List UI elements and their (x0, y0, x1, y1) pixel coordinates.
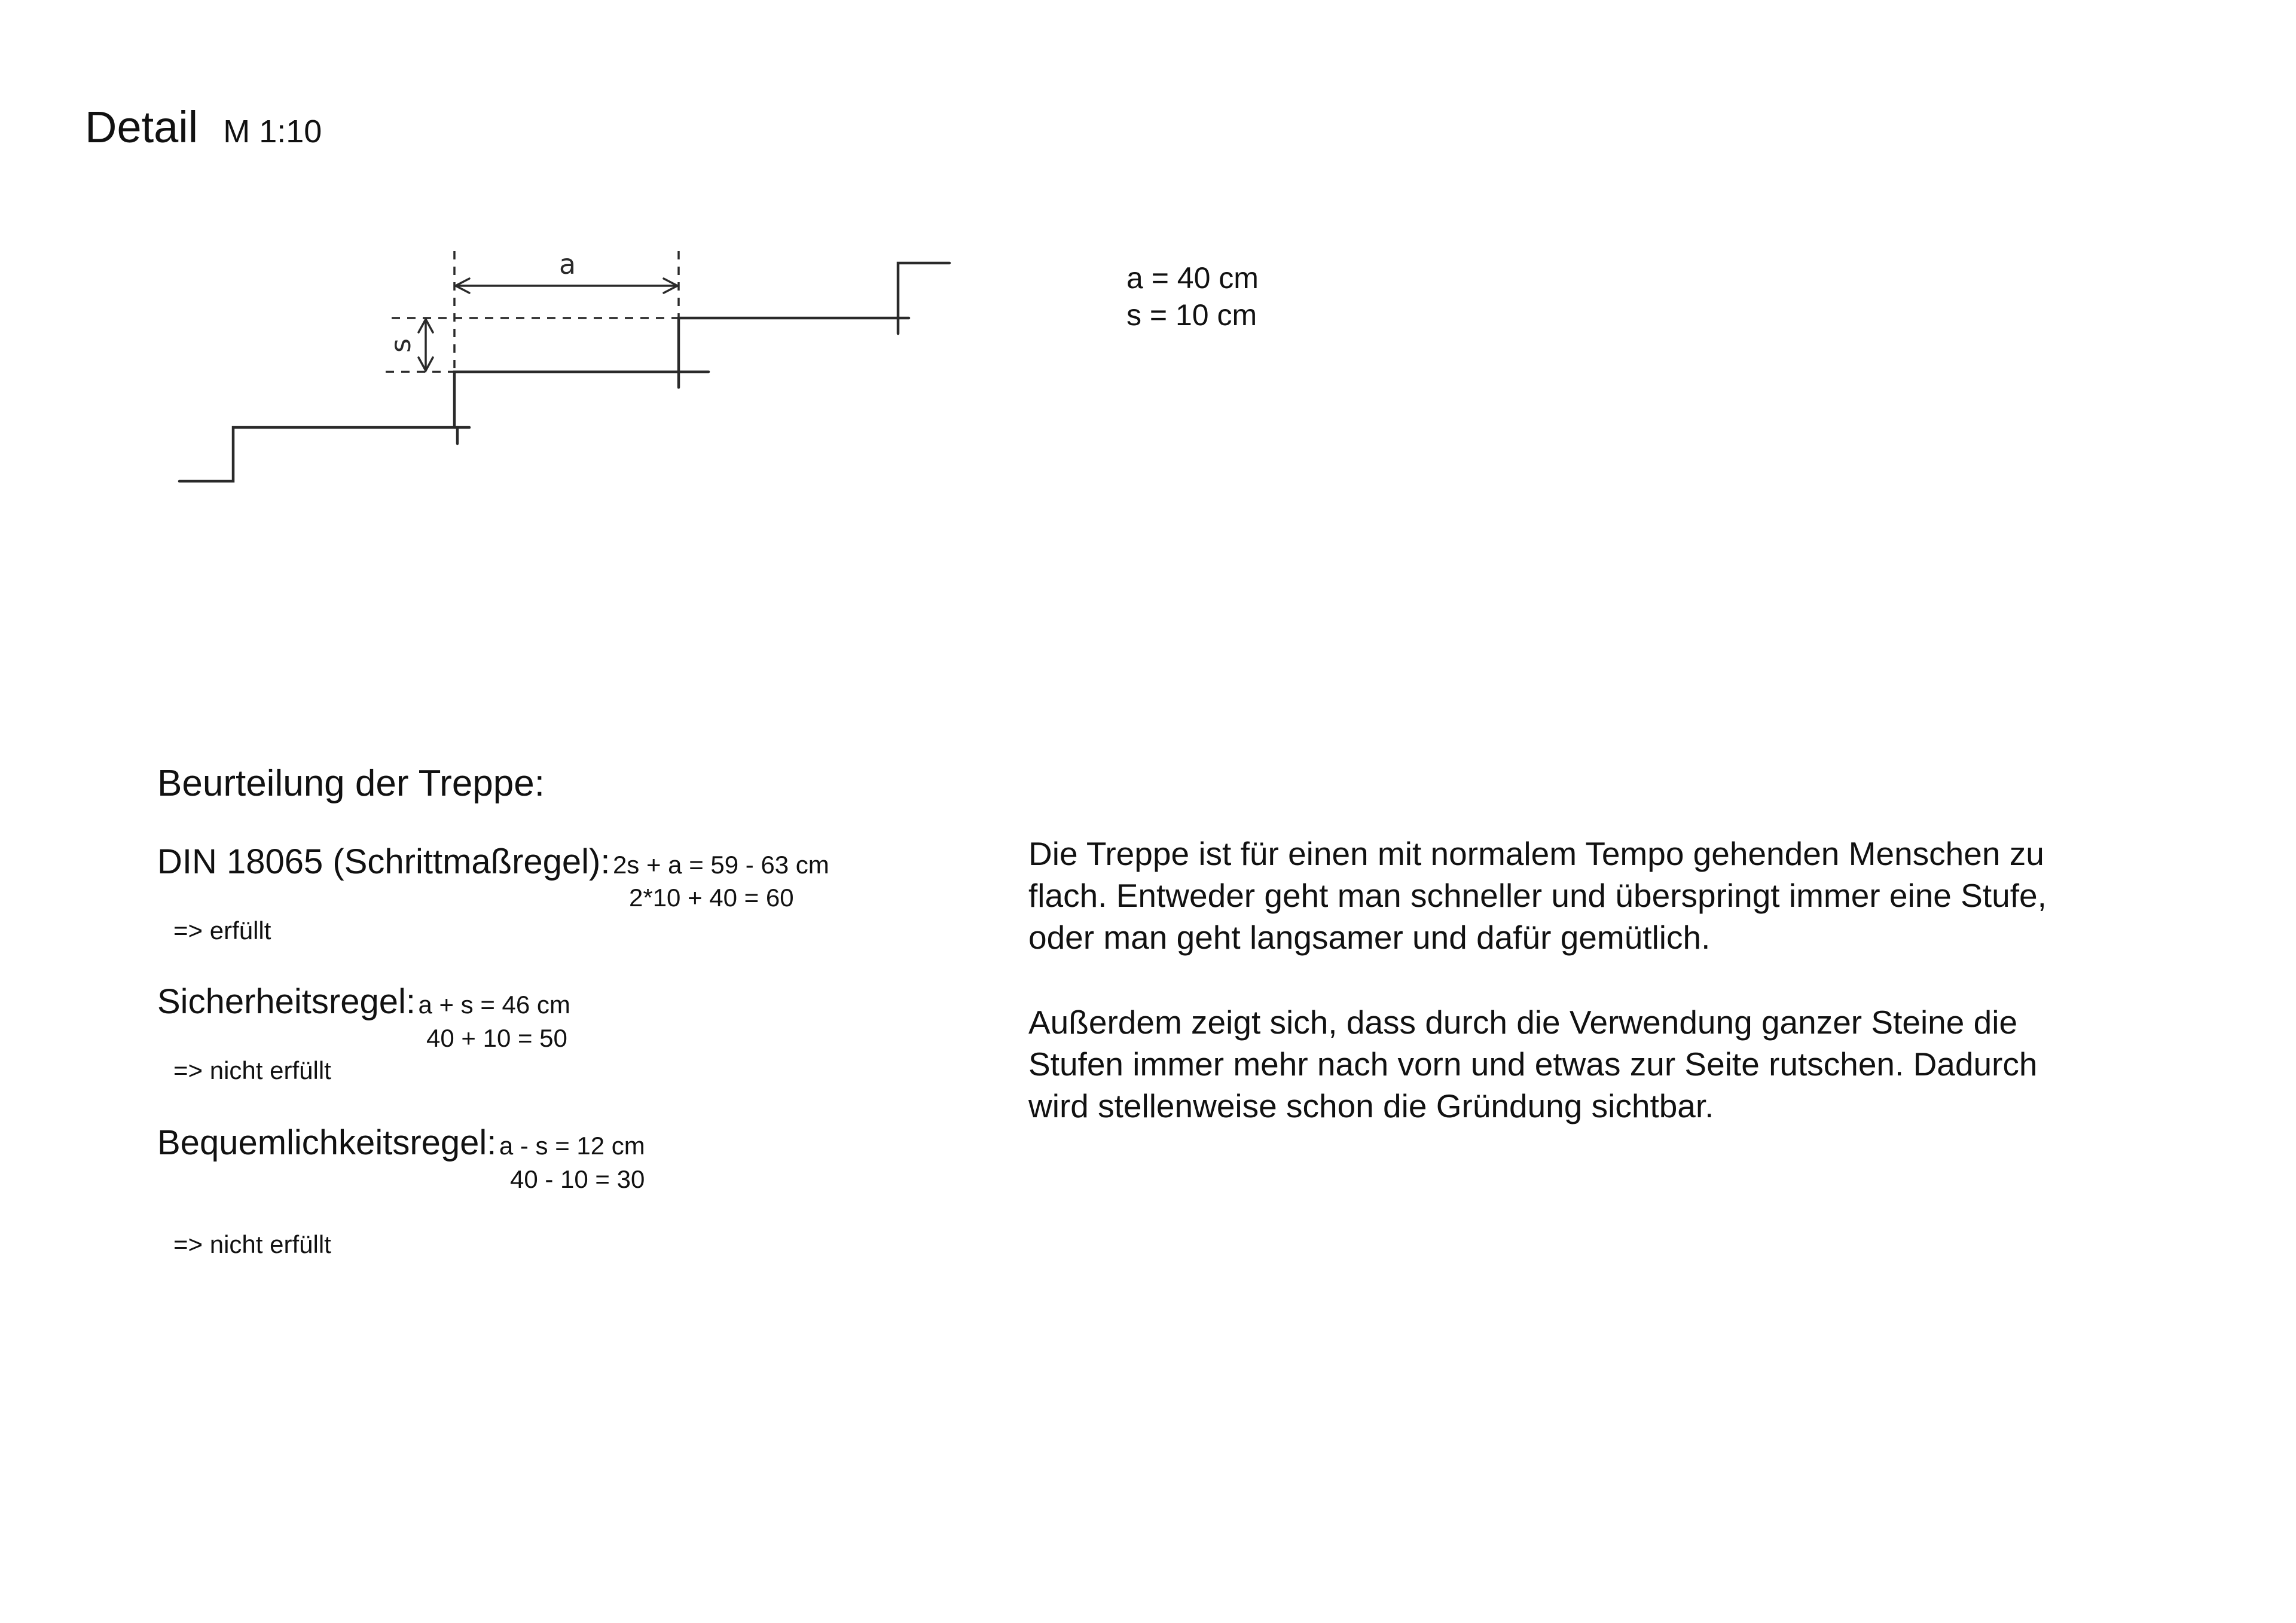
dimension-label-s: s (384, 338, 417, 353)
scale-label: M 1:10 (223, 114, 322, 149)
rule-result: => nicht erfüllt (173, 1230, 331, 1258)
dimension-values (1126, 259, 1259, 334)
rule-calculation: 2*10 + 40 = 60 (629, 884, 794, 912)
rule-result: => erfüllt (173, 916, 271, 945)
page-title: Detail (85, 102, 199, 152)
rule-name: Bequemlichkeitsregel: (157, 1123, 497, 1162)
rule-din-18065 (157, 842, 829, 882)
rule-formula: a + s = 46 cm (418, 991, 570, 1019)
assessment-heading: Beurteilung der Treppe: (157, 763, 545, 804)
dimension-value-a: a = 40 cm (1126, 261, 1259, 295)
commentary (1028, 833, 2105, 1127)
rule-result: => nicht erfüllt (173, 1056, 331, 1084)
stair-profile (179, 263, 949, 481)
rule-formula: 2s + a = 59 - 63 cm (612, 851, 829, 879)
stair-section-sketch (149, 233, 987, 508)
dimension-value-s: s = 10 cm (1126, 298, 1257, 332)
commentary-paragraph: Außerdem zeigt sich, dass durch die Verwendung ganzer Steine die Stufen immer mehr nach vorn und etwas zur Seite rutschen. Dadurch wird stellenweise schon die Gründung sichtbar. (1028, 1004, 2038, 1124)
commentary-paragraph: Die Treppe ist für einen mit normalem Tempo gehenden Menschen zu flach. Entweder geht man schneller und überspringt immer eine Stufe, oder man geht langsamer und dafür gemütlich. (1028, 835, 2047, 956)
rule-name: Sicherheitsregel: (157, 982, 416, 1021)
rule-calculation: 40 + 10 = 50 (426, 1024, 567, 1052)
rule-bequemlichkeitsregel (157, 1123, 645, 1163)
rule-calculation: 40 - 10 = 30 (510, 1165, 645, 1193)
rule-name: DIN 18065 (Schrittmaßregel): (157, 842, 610, 881)
rule-formula: a - s = 12 cm (499, 1132, 645, 1160)
page-header (85, 102, 322, 152)
rule-sicherheitsregel (157, 982, 570, 1022)
dimension-label-a: a (559, 248, 576, 280)
